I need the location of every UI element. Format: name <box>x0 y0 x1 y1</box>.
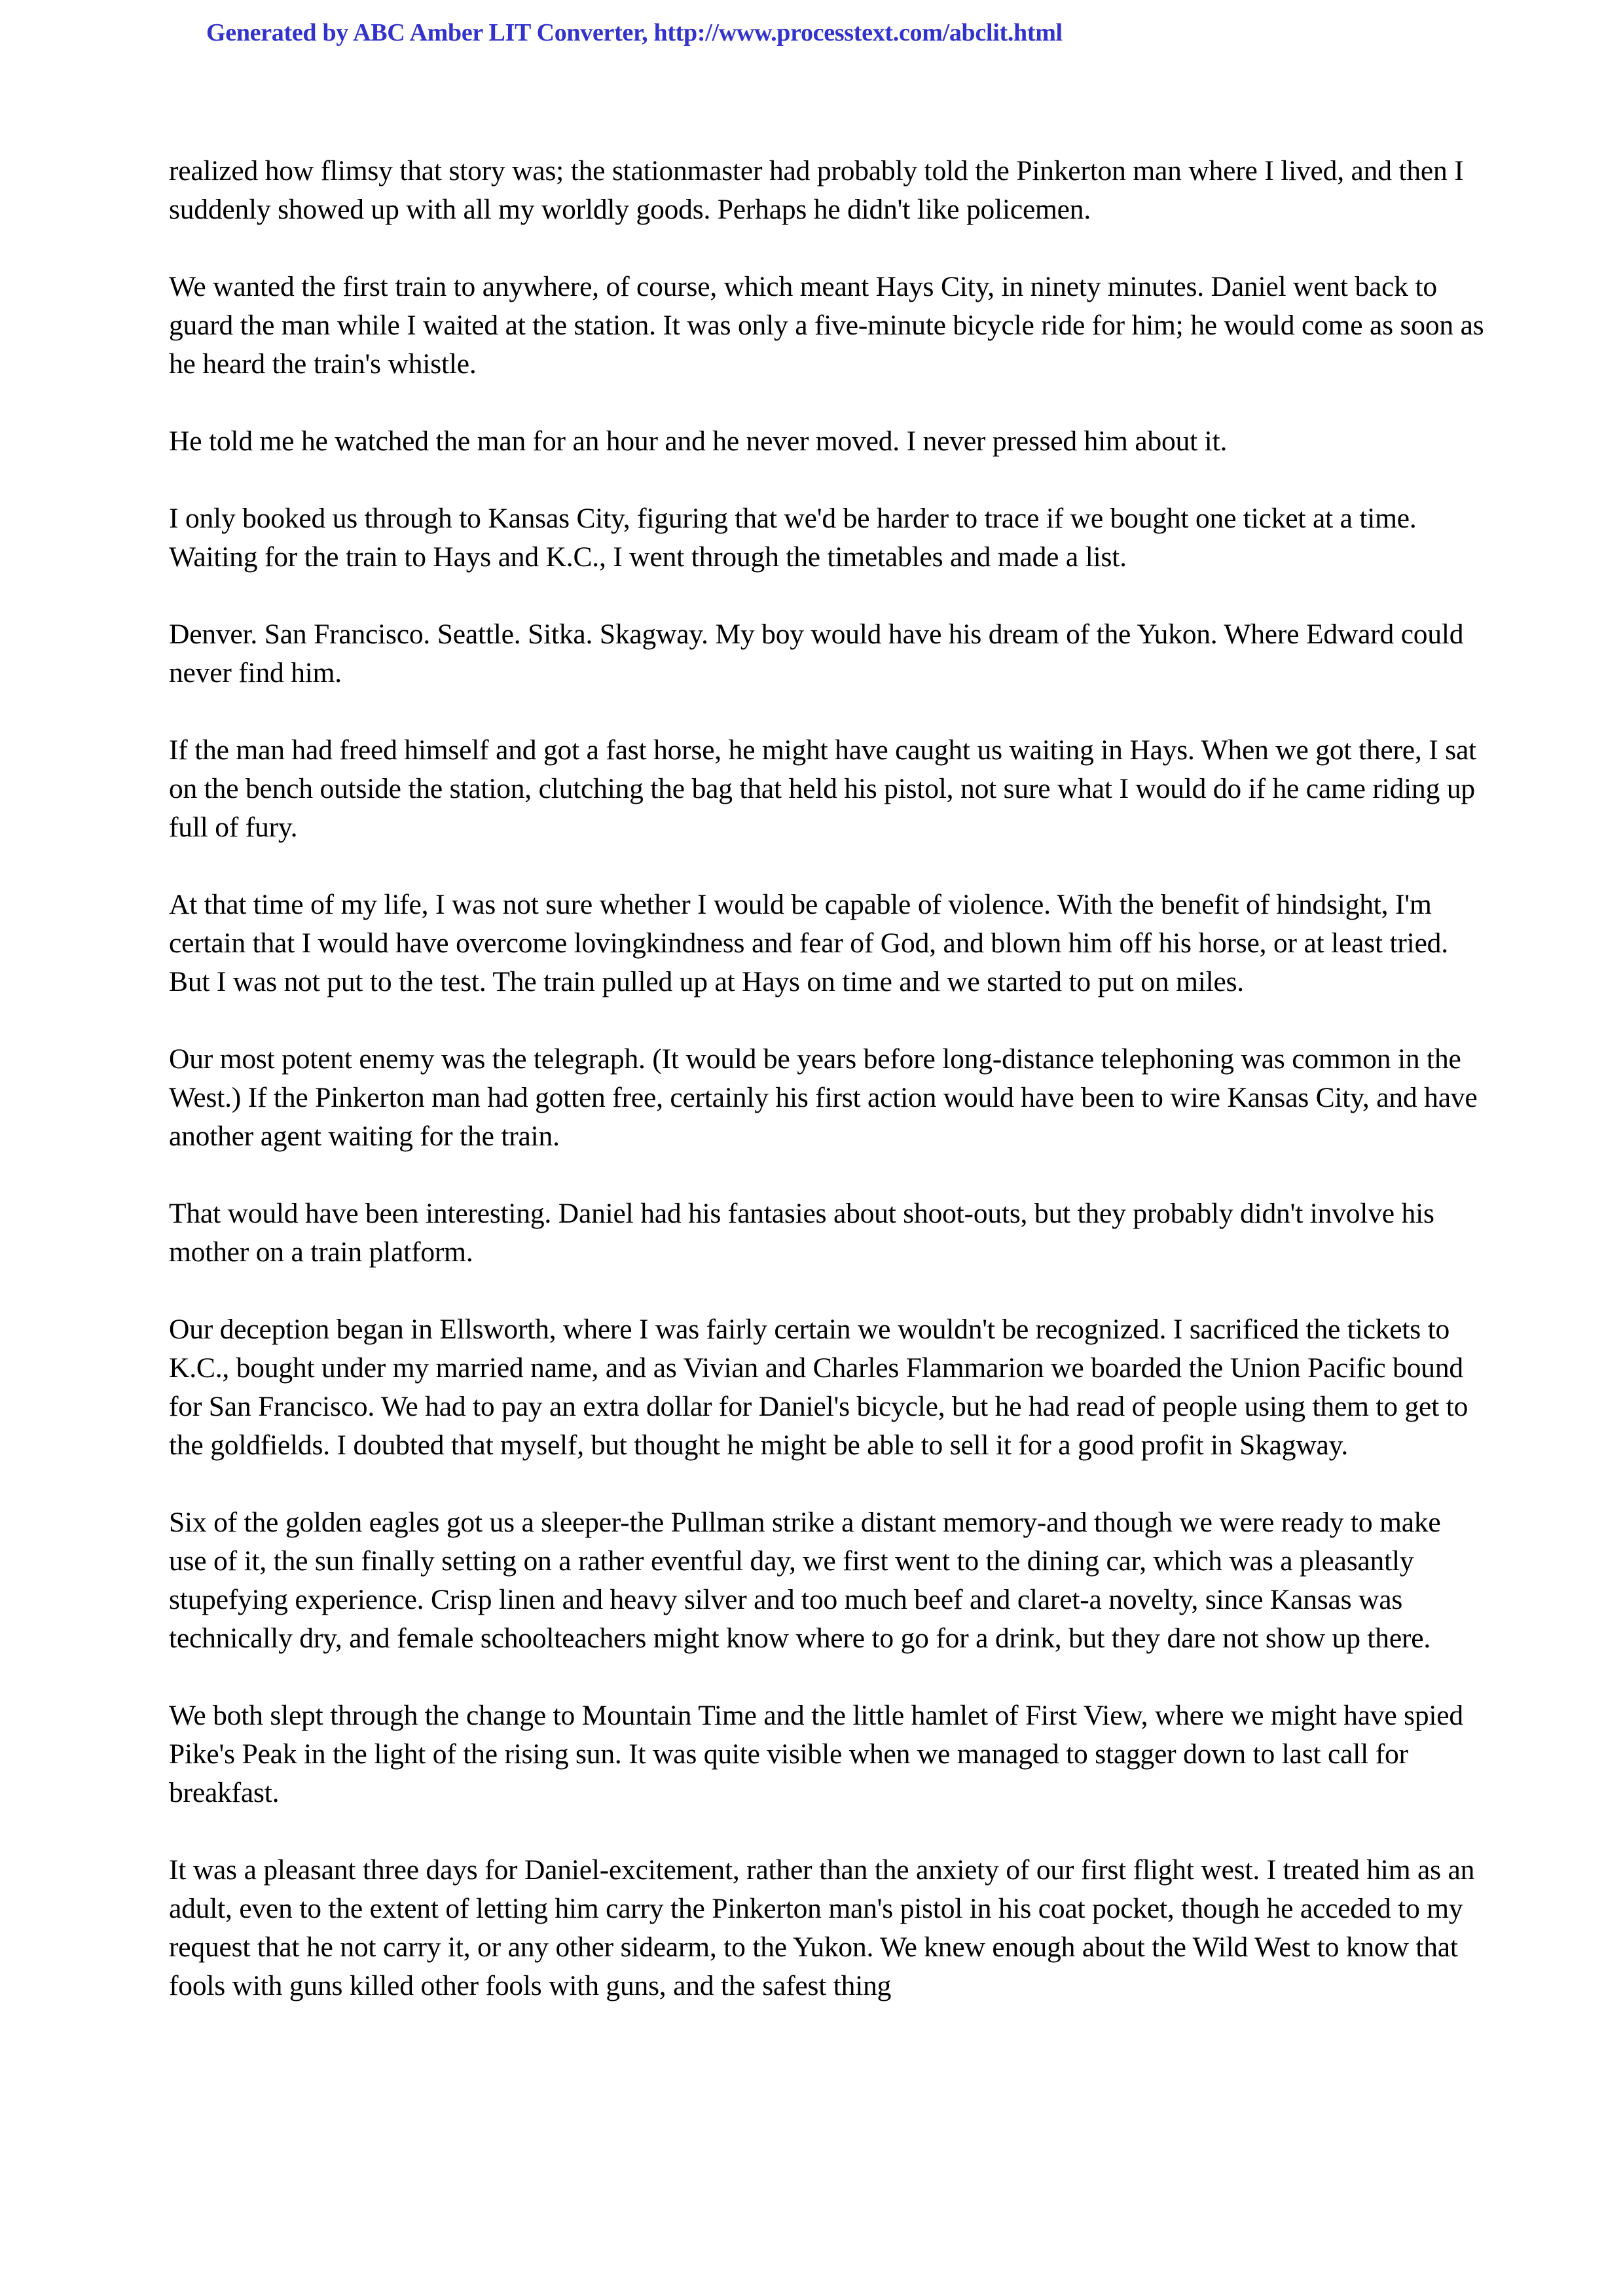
document-body <box>169 152 1485 2044</box>
paragraph-3: He told me he watched the man for an hour and he never moved. I never pressed him about it. <box>169 425 1228 457</box>
paragraph-5: Denver. San Francisco. Seattle. Sitka. Skagway. My boy would have his dream of the Yukon. Where Edward could never find him. <box>169 619 1464 689</box>
paragraph-9: That would have been interesting. Daniel had his fantasies about shoot-outs, but they probably didn't involve his mother on a train platform. <box>169 1198 1434 1268</box>
paragraph-12: We both slept through the change to Mountain Time and the little hamlet of First View, where we might have spied Pike's Peak in the light of the rising sun. It was quite visible when we managed to stagger down to last call for breakfast. <box>169 1700 1463 1808</box>
paragraph-4: I only booked us through to Kansas City, figuring that we'd be harder to trace if we bought one ticket at a time. Waiting for the train to Hays and K.C., I went through the timetables and made a list. <box>169 503 1417 573</box>
paragraph-6: If the man had freed himself and got a fast horse, he might have caught us waiting in Hays. When we got there, I sat on the bench outside the station, clutching the bag that held his pistol, not sure what I would do if he came riding up full of fury. <box>169 734 1476 843</box>
paragraph-11: Six of the golden eagles got us a sleeper-the Pullman strike a distant memory-and though we were ready to make use of it, the sun finally setting on a rather eventful day, we first went to the dining car, which was a pleasantly stupefying experience. Crisp linen and heavy silver and too much beef and claret-a novelty, since Kansas was technically dry, and female schoolteachers might know where to go for a drink, but they dare not show up there. <box>169 1507 1441 1654</box>
paragraph-8: Our most potent enemy was the telegraph. (It would be years before long-distance telephoning was common in the West.) If the Pinkerton man had gotten free, certainly his first action would have been to wire Kansas City, and have another agent waiting for the train. <box>169 1043 1478 1152</box>
paragraph-2: We wanted the first train to anywhere, of course, which meant Hays City, in ninety minutes. Daniel went back to guard the man while I waited at the station. It was only a five-minute bicycle ride for him; he would come as soon as he heard the train's whistle. <box>169 271 1484 380</box>
paragraph-1: realized how flimsy that story was; the stationmaster had probably told the Pinkerton man where I lived, and then I suddenly showed up with all my worldly goods. Perhaps he didn't like policemen. <box>169 155 1464 225</box>
paragraph-13: It was a pleasant three days for Daniel-excitement, rather than the anxiety of our first flight west. I treated him as an adult, even to the extent of letting him carry the Pinkerton man's pistol in his coat pocket, though he acceded to my request that he not carry it, or any other sidearm, to the Yukon. We knew enough about the Wild West to know that fools with guns killed other fools with guns, and the safest thing <box>169 1854 1475 2001</box>
paragraph-7: At that time of my life, I was not sure whether I would be capable of violence. With the benefit of hindsight, I'm certain that I would have overcome lovingkindness and fear of God, and blown him off his horse, or at least tried. But I was not put to the test. The train pulled up at Hays on time and we started to put on miles. <box>169 889 1448 997</box>
paragraph-10: Our deception began in Ellsworth, where I was fairly certain we wouldn't be recognized. I sacrificed the tickets to K.C., bought under my married name, and as Vivian and Charles Flammarion we boarded the Union Pacific bound for San Francisco. We had to pay an extra dollar for Daniel's bicycle, but he had read of people using them to get to the goldfields. I doubted that myself, but thought he might be able to sell it for a good profit in Skagway. <box>169 1314 1468 1461</box>
converter-header-link[interactable]: Generated by ABC Amber LIT Converter, http://www.processtext.com/abclit.html <box>206 19 1063 46</box>
